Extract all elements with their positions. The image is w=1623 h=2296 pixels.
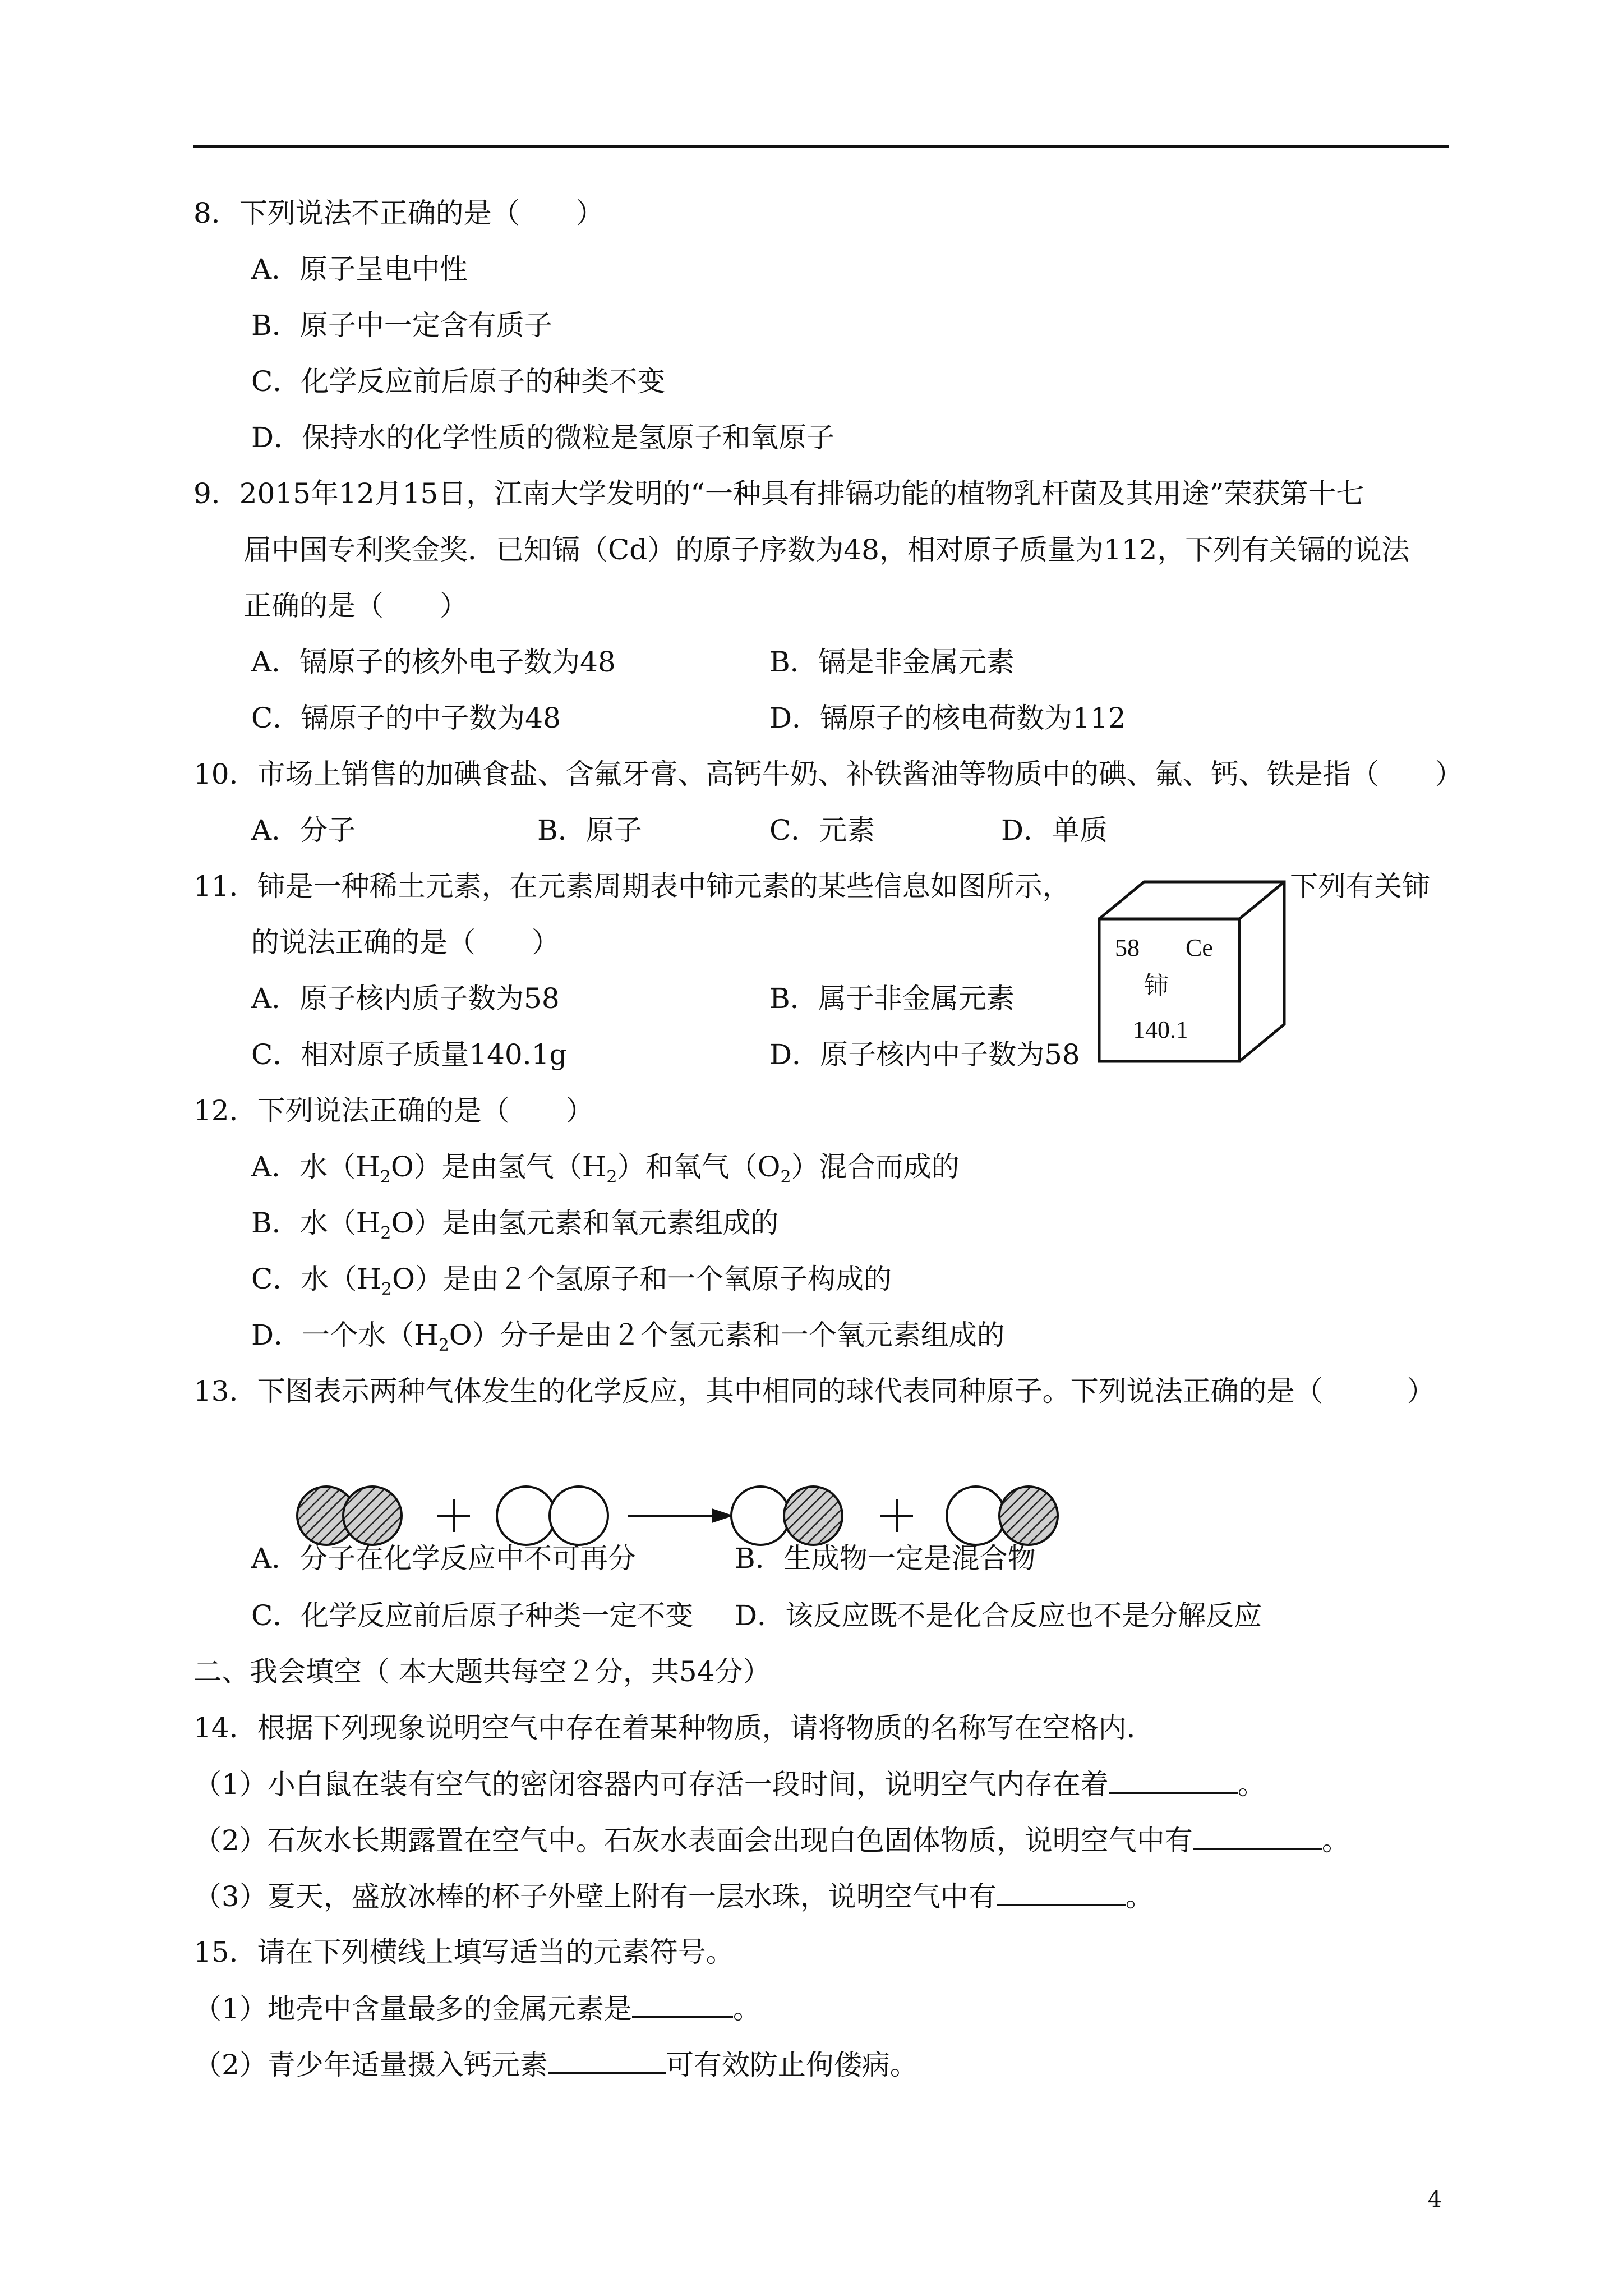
q14-part1: （1）小白鼠在装有空气的密闭容器内可存活一段时间，说明空气内存在着 。 bbox=[193, 1768, 1266, 1801]
q11-line1: 11．铈是一种稀土元素，在元素周期表中铈元素的某些信息如图所示， bbox=[193, 870, 1071, 903]
q8-option-a: A．原子呈电中性 bbox=[251, 253, 468, 286]
q9-line1: 9．2015年12月15日，江南大学发明的“一种具有排镉功能的植物乳杆菌及其用途”荣获第十七 bbox=[193, 477, 1364, 510]
q13-option-d: D．该反应既不是化合反应也不是分解反应 bbox=[735, 1599, 1262, 1632]
hatched-atom bbox=[343, 1487, 402, 1545]
q8-option-c: C．化学反应前后原子的种类不变 bbox=[251, 365, 666, 398]
hatched-atom bbox=[784, 1487, 842, 1545]
q11-line2: 的说法正确的是（ ） bbox=[251, 926, 560, 959]
q15-part2: （2）青少年适量摄入钙元素 可有效防止佝偻病。 bbox=[193, 2049, 918, 2081]
q13-stem: 13．下图表示两种气体发生的化学反应，其中相同的球代表同种原子。下列说法正确的是（ ） bbox=[193, 1375, 1435, 1407]
q10-stem: 10．市场上销售的加碘食盐、含氟牙膏、高钙牛奶、补铁酱油等物质中的碘、氟、钙、铁是指（ ） bbox=[193, 758, 1463, 790]
answer-blank[interactable] bbox=[1109, 1767, 1238, 1794]
q9-option-a: A．镉原子的核外电子数为48 bbox=[251, 646, 616, 678]
q14-stem: 14．根据下列现象说明空气中存在着某种物质，请将物质的名称写在空格内． bbox=[193, 1711, 1155, 1744]
white-atom bbox=[497, 1487, 555, 1545]
cerium-element-card bbox=[1097, 880, 1287, 1064]
q13-option-a: A．分子在化学反应中不可再分 bbox=[251, 1542, 637, 1575]
element-atomic-number: 58 bbox=[1115, 934, 1140, 961]
q12-option-d: D．一个水$(H_2O)$分子是由２个氢元素和一个氧元素组成的 bbox=[251, 1319, 1005, 1355]
q11-option-b: B．属于非金属元素 bbox=[769, 982, 1015, 1015]
q12-option-b: B．水$(H_2O)$是由氢元素和氧元素组成的 bbox=[251, 1207, 779, 1243]
q9-option-c: C．镉原子的中子数为48 bbox=[251, 702, 561, 734]
q10-option-a: A．分子 bbox=[251, 814, 356, 846]
q12-stem: 12．下列说法正确的是（ ） bbox=[193, 1094, 594, 1127]
q9-line3: 正确的是（ ） bbox=[243, 590, 468, 622]
header-rule bbox=[193, 145, 1449, 148]
q14-part3: （3）夏天，盛放冰棒的杯子外壁上附有一层水珠，说明空气中有 。 bbox=[193, 1880, 1154, 1913]
white-atom bbox=[550, 1487, 608, 1545]
q15-part1: （1）地壳中含量最多的金属元素是 。 bbox=[193, 1993, 761, 2025]
q10-option-d: D．单质 bbox=[1001, 814, 1108, 846]
page-number: 4 bbox=[1427, 2187, 1442, 2212]
hatched-atom bbox=[999, 1487, 1058, 1545]
answer-blank[interactable] bbox=[548, 2047, 666, 2074]
q10-option-c: C．元素 bbox=[769, 814, 875, 846]
q13-option-c: C．化学反应前后原子种类一定不变 bbox=[251, 1599, 694, 1632]
white-atom bbox=[947, 1487, 1005, 1545]
q15-stem: 15．请在下列横线上填写适当的元素符号。 bbox=[193, 1936, 734, 1968]
q8-option-d: D．保持水的化学性质的微粒是氢原子和氧原子 bbox=[251, 421, 835, 454]
q11-option-a: A．原子核内质子数为58 bbox=[251, 982, 560, 1015]
element-mass: 140.1 bbox=[1133, 1016, 1188, 1043]
element-name: 铈 bbox=[1144, 972, 1169, 1000]
answer-blank[interactable] bbox=[997, 1879, 1126, 1906]
element-symbol: Ce bbox=[1186, 934, 1213, 961]
answer-blank[interactable] bbox=[632, 1991, 733, 2018]
white-atom bbox=[731, 1487, 790, 1545]
q9-line2: 届中国专利奖金奖．已知镉（Cd）的原子序数为48，相对原子质量为112，下列有关镉的说法 bbox=[243, 533, 1410, 566]
q11-line1-tail: 下列有关铈 bbox=[1290, 870, 1430, 903]
q12-option-a: A．水$(H_2O)$是由氢气$(H_2)$和氧气$(O_2)$混合而成的 bbox=[251, 1151, 960, 1187]
q9-option-d: D．镉原子的核电荷数为112 bbox=[769, 702, 1126, 734]
q13-option-b: B．生成物一定是混合物 bbox=[735, 1542, 1036, 1575]
q9-option-b: B．镉是非金属元素 bbox=[769, 646, 1015, 678]
section-heading: 二、我会填空（ 本大题共每空２分，共54分） bbox=[193, 1655, 771, 1688]
answer-blank[interactable] bbox=[1193, 1823, 1322, 1850]
q12-option-c: C．水$(H_2O)$是由２个氢原子和一个氧原子构成的 bbox=[251, 1263, 892, 1299]
q8-stem: 8．下列说法不正确的是（ ） bbox=[193, 197, 604, 229]
q8-option-b: B．原子中一定含有质子 bbox=[251, 309, 552, 342]
q11-option-c: C．相对原子质量140.1g bbox=[251, 1038, 568, 1071]
q11-option-d: D．原子核内中子数为58 bbox=[769, 1038, 1080, 1071]
q10-option-b: B．原子 bbox=[537, 814, 642, 846]
q14-part2: （2）石灰水长期露置在空气中。石灰水表面会出现白色固体物质，说明空气中有 。 bbox=[193, 1824, 1350, 1857]
